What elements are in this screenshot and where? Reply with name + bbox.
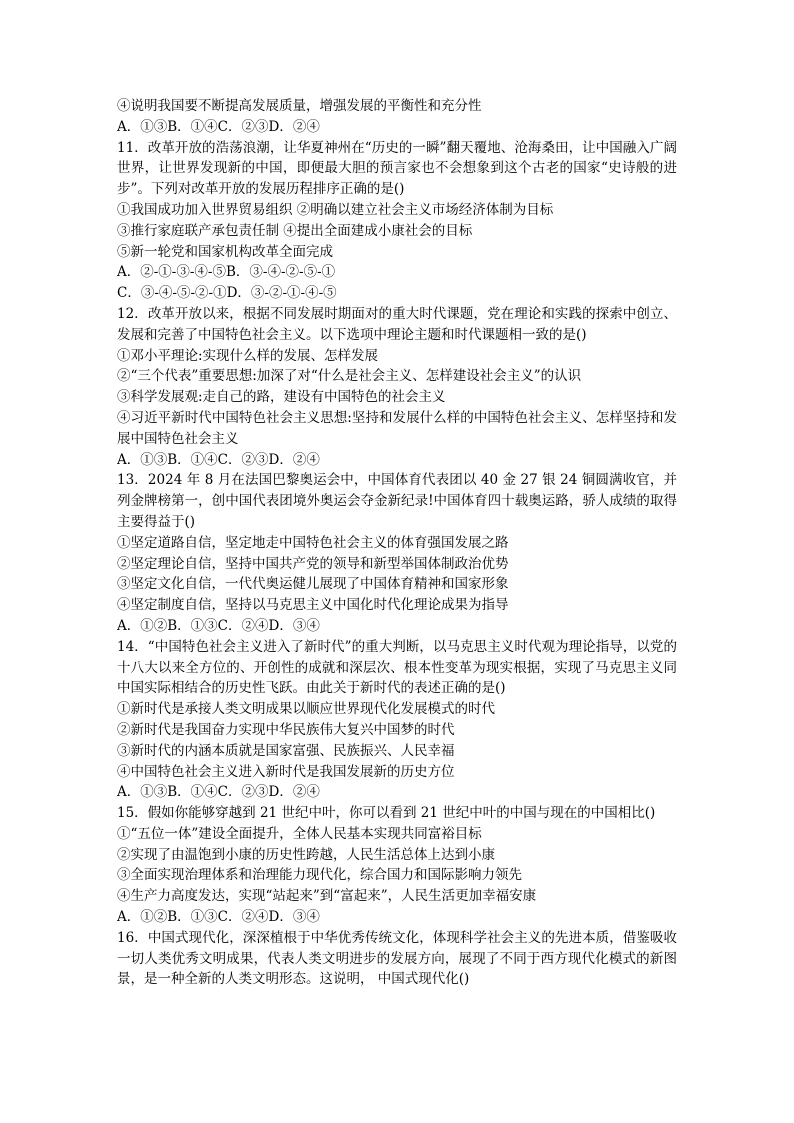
text-block-q11-opt5: ⑤新一轮党和国家机构改革全面完成 [117,243,333,260]
text-block-q13-opt3: ③坚定文化自信，一代代奥运健儿展现了中国体育精神和国家形象 [117,576,509,593]
text-block-q11-opt34: ③推行家庭联产承包责任制 ④提出全面建成小康社会的目标 [117,222,473,239]
text-block-q15-opt4: ④生产力高度发达，实现“站起来”到“富起来”，人民生活更加幸福安康 [117,888,537,905]
text-block-q15-stem: 15．假如你能够穿越到 21 世纪中叶，你可以看到 21 世纪中叶的中国与现在的中国相比() [117,805,656,822]
text-block-q14-opt3: ③新时代的内涵本质就是国家富强、民族振兴、人民幸福 [117,742,455,759]
text-block-q11-choices-ab: A．②-①-③-④-⑤B．③-④-②-⑤-① [117,264,336,281]
text-block-q14-opt1: ①新时代是承接人类文明成果以顺应世界现代化发展模式的时代 [117,701,495,718]
text-block-q13-opt1: ①坚定道路自信，坚定地走中国特色社会主义的体育强国发展之路 [117,534,509,551]
text-block-q13-choices: A．①②B．①③C．②④D．③④ [117,617,320,634]
text-block-q12-stem: 12．改革开放以来，根据不同发展时期面对的重大时代课题，党在理论和实践的探索中创立、发展和完善了中国特色社会主义。以下选项中理论主题和时代课题相一致的是() [117,305,677,343]
text-block-q12-opt2: ②“三个代表”重要思想:加深了对“什么是社会主义、怎样建设社会主义”的认识 [117,368,582,385]
text-block-q15-opt3: ③全面实现治理体系和治理能力现代化，综合国力和国际影响力领先 [117,867,522,884]
text-block-q11-stem: 11．改革开放的浩荡浪潮，让华夏神州在“历史的一瞬”翻天覆地、沧海桑田，让中国融入广阔世界，让世界发现新的中国，即便最大胆的预言家也不会想象到这个古老的国家“史诗般的进步”。下列对改革开放的发展历程排序正确的是() [117,139,677,198]
text-block-q12-opt3: ③科学发展观:走自己的路，建设有中国特色的社会主义 [117,389,446,406]
text-block-q11-choices-cd: C．③-④-⑤-②-①D．③-②-①-④-⑤ [117,285,337,302]
text-block-q12-choices: A．①③B．①④C．②③D．②④ [117,451,320,468]
text-block-q13-opt4: ④坚定制度自信，坚持以马克思主义中国化时代化理论成果为指导 [117,597,509,614]
text-block-q15-choices: A．①②B．①③C．②④D．③④ [117,909,320,926]
text-block-q14-choices: A．①③B．①④C．②③D．②④ [117,784,320,801]
text-block-q16-stem: 16．中国式现代化，深深植根于中华优秀传统文化，体现科学社会主义的先进本质，借鉴吸收一切人类优秀文明成果，代表人类文明进步的发展方向，展现了不同于西方现代化模式的新图景，是一种全新的人类文明形态。这说明， 中国式现代化() [117,929,677,988]
text-block-q14-opt4: ④中国特色社会主义进入新时代是我国发展新的历史方位 [117,763,455,780]
text-block-q12-opt1: ①邓小平理论:实现什么样的发展、怎样发展 [117,347,379,364]
text-block-q14-opt2: ②新时代是我国奋力实现中华民族伟大复兴中国梦的时代 [117,721,455,738]
text-block-q10-opt4: ④说明我国要不断提高发展质量，增强发展的平衡性和充分性 [117,98,482,114]
text-block-q13-opt2: ②坚定理论自信，坚持中国共产党的领导和新型举国体制政治优势 [117,555,509,572]
text-block-q12-opt4: ④习近平新时代中国特色社会主义思想:坚持和发展什么样的中国特色社会主义、怎样坚持和发展中国特色社会主义 [117,409,677,447]
text-block-q14-stem: 14．“中国特色社会主义进入了新时代”的重大判断，以马克思主义时代观为理论指导，以党的十八大以来全方位的、开创性的成就和深层次、根本性变革为现实根据，实现了马克思主义同中国实际相结合的历史性飞跃。由此关于新时代的表述正确的是() [117,638,677,697]
text-block-q15-opt1: ①“五位一体”建设全面提升，全体人民基本实现共同富裕目标 [117,825,482,842]
document-page [117,96,677,990]
text-block-q10-choices: A．①③B．①④C．②③D．②④ [117,118,320,135]
text-block-q13-stem: 13．2024 年 8 月在法国巴黎奥运会中，中国体育代表团以 40 金 27 银 24 铜圆满收官，并列金牌榜第一，创中国代表团境外奥运会夺金新纪录!中国体育四十载奥运路，骄人成绩的取得主要得益于() [117,472,677,530]
text-block-q11-opt12: ①我国成功加入世界贸易组织 ②明确以建立社会主义市场经济体制为目标 [117,201,554,218]
text-block-q15-opt2: ②实现了由温饱到小康的历史性跨越，人民生活总体上达到小康 [117,846,495,863]
